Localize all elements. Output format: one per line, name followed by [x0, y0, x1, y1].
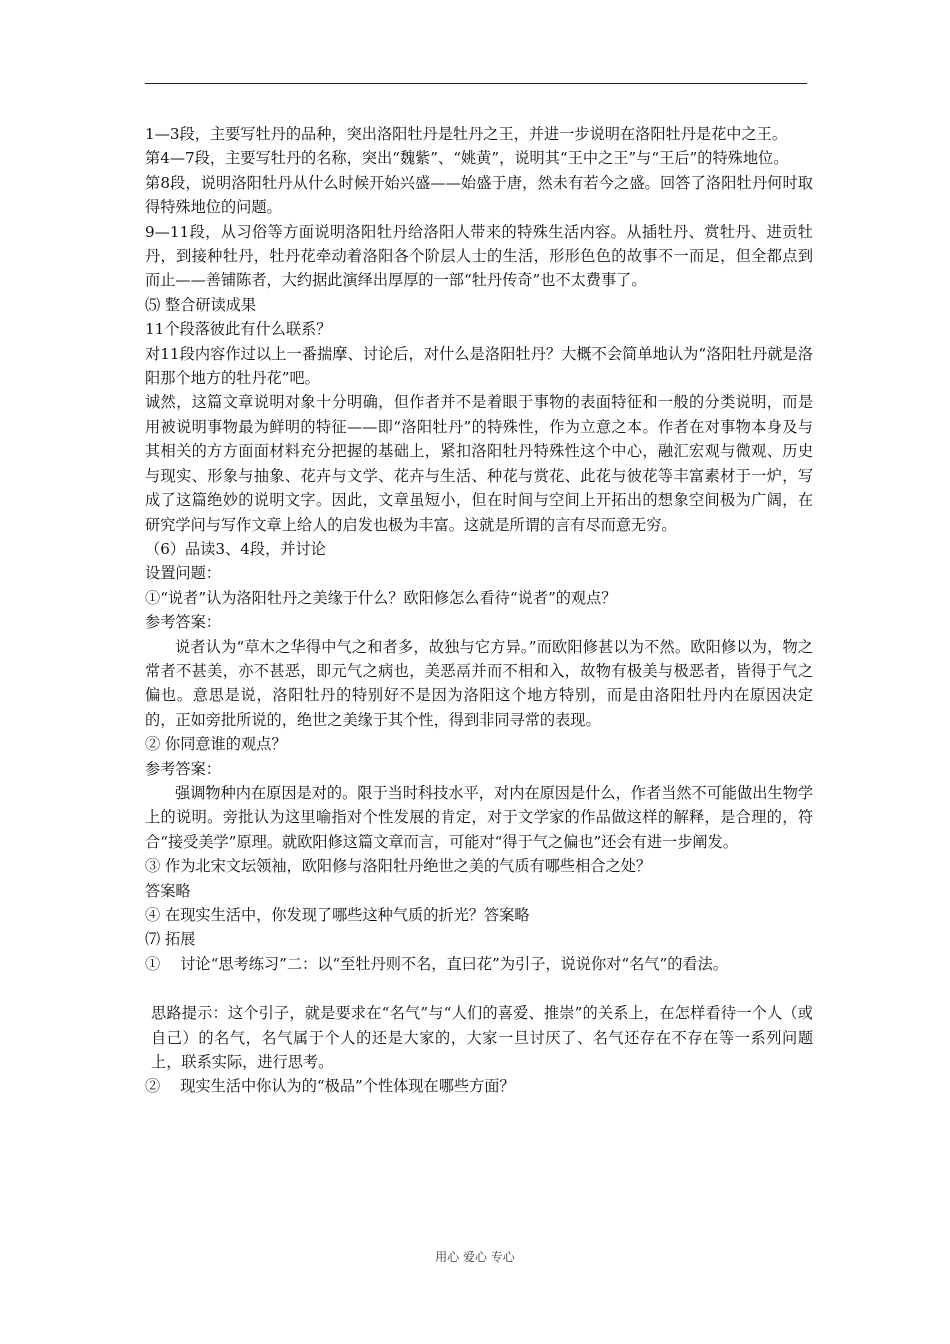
extension-item-1: ① 讨论“思考练习”二：以“至牡丹则不名，直曰花”为引子，说说你对“名气”的看法。 [145, 954, 728, 973]
question-1: ①“说者”认为洛阳牡丹之美缘于什么？欧阳修怎么看待“说者”的观点？ [145, 588, 617, 607]
paragraph-summary-9-11: 9—11段，从习俗等方面说明洛阳牡丹给洛阳人带来的特殊生活内容。从插牡丹、赏牡丹、进贡牡丹，到接种牡丹，牡丹花牵动着洛阳各个阶层人士的生活，形形色色的故事不一而足，但全都点到而止——善铺陈者，大约据此演绎出厚厚的一部“牡丹传奇”也不太费事了。 [145, 222, 813, 290]
paragraph-discussion: 对11段内容作过以上一番揣摩、讨论后，对什么是洛阳牡丹？大概不会简单地认为“洛阳牡丹就是洛阳那个地方的牡丹花”吧。 [145, 344, 813, 388]
header-rule [145, 83, 807, 84]
document-body [145, 122, 813, 1099]
question-2: ② 你同意谁的观点？ [145, 735, 287, 754]
answer-1: 说者认为“草木之华得中气之和者多，故独与它方异。”而欧阳修甚以为不然。欧阳修以为，物之常者不甚美，亦不甚恶，即元气之病也，美恶鬲并而不相和入，故物有极美与极恶者，皆得于气之偏也。意思是说，洛阳牡丹的特别好不是因为洛阳这个地方特别，而是由洛阳牡丹内在原因决定的，正如旁批所说的，绝世之美缘于其个性，得到非同寻常的表现。 [145, 637, 813, 729]
answer-2: 强调物种内在原因是对的。限于当时科技水平，对内在原因是什么，作者当然不可能做出生物学上的说明。旁批认为这里喻指对个性发展的肯定，对于文学家的作品做这样的解释，是合理的，符合“接受美学”原理。就欧阳修这篇文章而言，可能对“得于气之偏也”还会有进一步阐发。 [145, 783, 813, 851]
paragraph-summary-4-7: 第4—7段，主要写牡丹的名称，突出“魏紫”、“姚黄”，说明其“王中之王”与“王后”的特殊地位。 [145, 149, 789, 168]
label-reference-answer-1: 参考答案： [145, 613, 221, 632]
paragraph-summary-8: 第8段，说明洛阳牡丹从什么时候开始兴盛——始盛于唐，然未有若今之盛。回答了洛阳牡丹何时取得特殊地位的问题。 [145, 173, 813, 217]
extension-item-2: ② 现实生活中你认为的“极品”个性体现在哪些方面？ [145, 1077, 515, 1096]
thinking-hint: 思路提示：这个引子，就是要求在“名气”与“人们的喜爱、推崇”的关系上，在怎样看待一个人（或自己）的名气，名气属于个人的还是大家的，大家一旦讨厌了、名气还存在不存在等一系列问题上，联系实际，进行思考。 [151, 1004, 813, 1072]
question-4: ④ 在现实生活中，你发现了哪些这种气质的折光？答案略 [145, 906, 530, 924]
blank-line [145, 976, 813, 1001]
section-heading-7: ⑺ 拓展 [145, 930, 196, 949]
paragraph-summary-1-3: 1—3段，主要写牡丹的品种，突出洛阳牡丹是牡丹之王，并进一步说明在洛阳牡丹是花中之王。 [145, 125, 788, 143]
paragraph-analysis: 诚然，这篇文章说明对象十分明确，但作者并不是着眼于事物的表面特征和一般的分类说明，而是用被说明事物最为鲜明的特征——即“洛阳牡丹”的特殊性，作为立意之本。作者在对事物本身及与其相关的方方面面材料充分把握的基础上，紧扣洛阳牡丹特殊性这个中心，融汇宏观与微观、历史与现实、形象与抽象、花卉与文学、花卉与生活、种花与赏花、此花与彼花等丰富素材于一炉，写成了这篇绝妙的说明文字。因此，文章虽短小，但在时间与空间上开拓出的想象空间极为广阔，在研究学问与写作文章上给人的启发也极为丰富。这就是所谓的言有尽而意无穷。 [145, 393, 813, 534]
label-reference-answer-2: 参考答案： [145, 759, 221, 778]
question-connection: 11个段落彼此有什么联系？ [145, 320, 332, 339]
page-footer: 用心 爱心 专心 [435, 1250, 515, 1264]
label-set-questions: 设置问题： [145, 564, 221, 583]
question-3: ③ 作为北宋文坛领袖，欧阳修与洛阳牡丹绝世之美的气质有哪些相合之处？ [145, 857, 652, 876]
answer-3: 答案略 [145, 881, 191, 900]
section-heading-6: （6）品读3、4段，并讨论 [145, 539, 326, 558]
section-heading-5: ⑸ 整合研读成果 [145, 295, 257, 314]
